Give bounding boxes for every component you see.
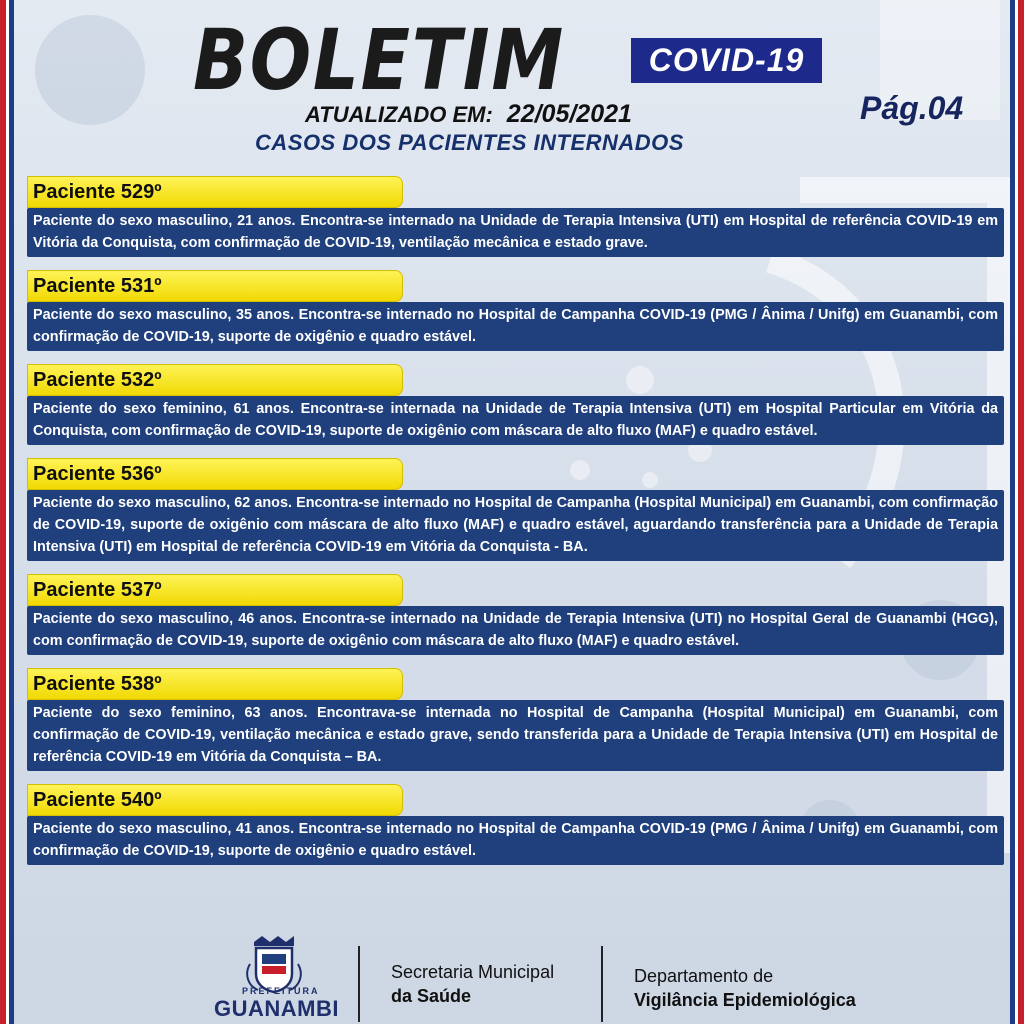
updated-label: ATUALIZADO EM:	[305, 102, 493, 127]
patient-card	[27, 458, 1004, 561]
patient-description: Paciente do sexo masculino, 21 anos. Encontra-se internado na Unidade de Terapia Intensiva (UTI) em Hospital de referência COVID-19 em Vitória da Conquista, com confirmação de COVID-19, ventilação mecânica e estado grave.	[27, 208, 1004, 257]
health-secretariat-line2: da Saúde	[391, 986, 472, 1006]
epidemiology-department-line1: Departamento de	[634, 966, 774, 986]
updated-date: 22/05/2021	[506, 100, 632, 128]
epidemiology-department-line2: Vigilância Epidemiológica	[634, 990, 856, 1010]
patient-label: Paciente 538º	[27, 668, 403, 700]
patient-description: Paciente do sexo feminino, 61 anos. Encontra-se internada na Unidade de Terapia Intensiva (UTI) em Hospital Particular em Vitória da Conquista, com confirmação de COVID-19, suporte de oxigênio com máscara de alto fluxo (MAF) e quadro estável.	[27, 396, 1004, 445]
patient-label: Paciente 537º	[27, 574, 403, 606]
patient-card	[27, 668, 1004, 771]
health-secretariat	[391, 960, 554, 1008]
patient-card	[27, 784, 1004, 865]
page-subtitle: CASOS DOS PACIENTES INTERNADOS	[255, 130, 684, 155]
logo-city-name: GUANAMBI	[214, 996, 339, 1021]
patient-label: Paciente 532º	[27, 364, 403, 396]
patient-description: Paciente do sexo masculino, 35 anos. Encontra-se internado no Hospital de Campanha COVID-19 (PMG / Ânima / Unifg) em Guanambi, com confirmação de COVID-19, suporte de oxigênio e quadro estável.	[27, 302, 1004, 351]
footer-divider	[601, 946, 603, 1022]
patient-card	[27, 176, 1004, 257]
patient-label: Paciente 529º	[27, 176, 403, 208]
header	[0, 0, 1024, 170]
epidemiology-department	[634, 964, 856, 1012]
footer-divider	[358, 946, 360, 1022]
footer	[0, 928, 1024, 1024]
bulletin-title: BOLETIM	[193, 11, 565, 109]
patient-label: Paciente 540º	[27, 784, 403, 816]
patient-description: Paciente do sexo feminino, 63 anos. Encontrava-se internada no Hospital de Campanha (Hospital Municipal) em Guanambi, com confirmação de COVID-19, ventilação mecânica e estado grave, sendo transferida para a Unidade de Terapia Intensiva (UTI) em Hospital de referência COVID-19 em Vitória da Conquista – BA.	[27, 700, 1004, 771]
covid-tag: COVID-19	[631, 38, 822, 83]
patient-card	[27, 270, 1004, 351]
updated-row	[305, 100, 632, 129]
page-number: Pág.04	[860, 90, 964, 126]
health-secretariat-line1: Secretaria Municipal	[391, 962, 555, 982]
patient-card	[27, 574, 1004, 655]
logo-prefeitura-text: PREFEITURA	[242, 986, 320, 996]
patient-description: Paciente do sexo masculino, 62 anos. Encontra-se internado no Hospital de Campanha (Hospital Municipal) em Guanambi, com confirmação de COVID-19, suporte de oxigênio com máscara de alto fluxo (MAF) e quadro estável, aguardando transferência para a Unidade de Terapia Intensiva (UTI) em Hospital de referência COVID-19 em Vitória da Conquista - BA.	[27, 490, 1004, 561]
patient-label: Paciente 531º	[27, 270, 403, 302]
patient-label: Paciente 536º	[27, 458, 403, 490]
patient-card	[27, 364, 1004, 445]
patient-list	[27, 176, 1004, 878]
patient-description: Paciente do sexo masculino, 46 anos. Encontra-se internado na Unidade de Terapia Intensiva (UTI) no Hospital Geral de Guanambi (HGG), com confirmação de COVID-19, suporte de oxigênio com máscara de alto fluxo (MAF) e quadro estável.	[27, 606, 1004, 655]
patient-description: Paciente do sexo masculino, 41 anos. Encontra-se internado no Hospital de Campanha COVID-19 (PMG / Ânima / Unifg) em Guanambi, com confirmação de COVID-19, suporte de oxigênio e quadro estável.	[27, 816, 1004, 865]
